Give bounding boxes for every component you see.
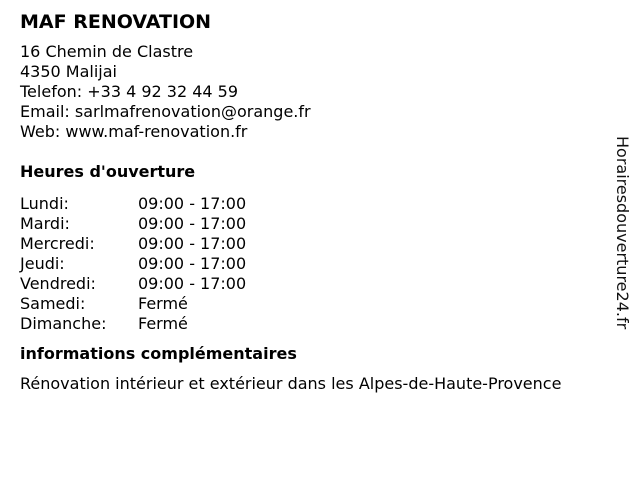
hours-row-sunday <box>20 314 620 334</box>
hours-time: Fermé <box>138 294 188 313</box>
hours-time: Fermé <box>138 314 188 333</box>
business-name: MAF RENOVATION <box>20 11 212 33</box>
hours-day: Samedi: <box>20 294 86 313</box>
hours-time: 09:00 - 17:00 <box>138 234 247 253</box>
phone-line: Telefon: +33 4 92 32 44 59 <box>20 82 239 101</box>
site-brand-vertical: Horairesdouverture24.fr <box>613 136 632 330</box>
additional-info-heading: informations complémentaires <box>20 344 297 363</box>
hours-row-friday <box>20 274 620 294</box>
hours-day: Mercredi: <box>20 234 95 253</box>
address-line-2: 4350 Malijai <box>20 62 117 81</box>
hours-row-tuesday <box>20 214 620 234</box>
opening-hours-table <box>20 194 620 334</box>
hours-day: Dimanche: <box>20 314 107 333</box>
hours-row-wednesday <box>20 234 620 254</box>
additional-info-text: Rénovation intérieur et extérieur dans les Alpes-de-Haute-Provence <box>20 374 562 393</box>
hours-row-monday <box>20 194 620 214</box>
hours-time: 09:00 - 17:00 <box>138 274 247 293</box>
hours-row-thursday <box>20 254 620 274</box>
email-line: Email: sarlmafrenovation@orange.fr <box>20 102 311 121</box>
hours-day: Lundi: <box>20 194 69 213</box>
website-line: Web: www.maf-renovation.fr <box>20 122 248 141</box>
hours-day: Jeudi: <box>20 254 65 273</box>
hours-time: 09:00 - 17:00 <box>138 254 247 273</box>
hours-day: Vendredi: <box>20 274 96 293</box>
hours-time: 09:00 - 17:00 <box>138 214 247 233</box>
hours-day: Mardi: <box>20 214 70 233</box>
opening-hours-heading: Heures d'ouverture <box>20 162 196 181</box>
hours-time: 09:00 - 17:00 <box>138 194 247 213</box>
hours-row-saturday <box>20 294 620 314</box>
address-line-1: 16 Chemin de Clastre <box>20 42 194 61</box>
business-card <box>20 10 620 394</box>
